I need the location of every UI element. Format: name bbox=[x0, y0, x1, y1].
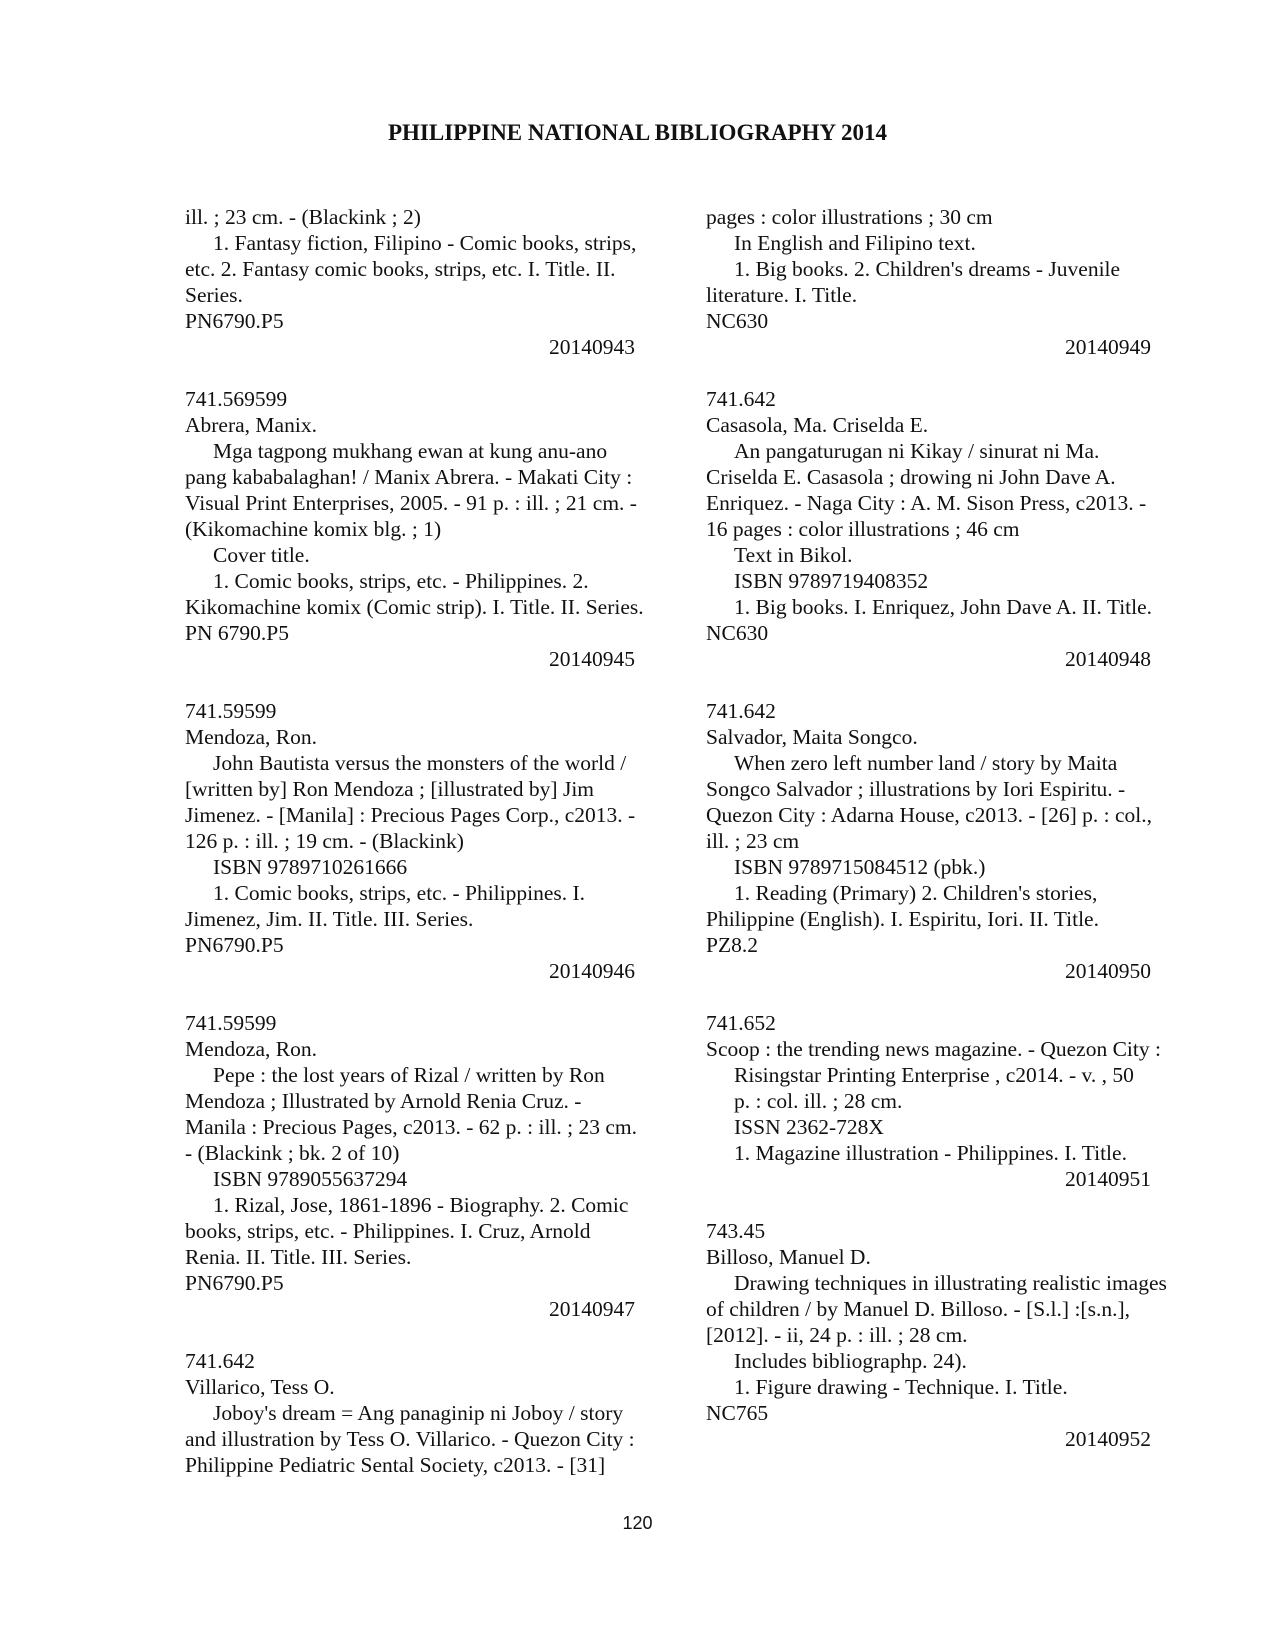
right-column bbox=[706, 204, 1201, 1478]
subjects: 1. Reading (Primary) 2. Children's stories, bbox=[734, 881, 1098, 905]
physical-description: ill. ; 23 cm bbox=[706, 829, 800, 853]
publication: Manila : Precious Pages, c2013. - 62 p. : ill. ; 23 cm. bbox=[185, 1115, 638, 1139]
subjects: 1. Figure drawing - Technique. I. Title. bbox=[734, 1375, 1068, 1399]
control-number: 20140950 bbox=[1065, 959, 1151, 983]
control-number: 20140951 bbox=[1065, 1167, 1151, 1191]
publication: Quezon City : Adarna House, c2013. - [26] p. : col., bbox=[706, 803, 1153, 827]
entry-villarico bbox=[185, 1348, 665, 1478]
call-number: PN6790.P5 bbox=[185, 309, 284, 333]
isbn: ISBN 9789710261666 bbox=[213, 855, 408, 879]
classification-number: 741.642 bbox=[185, 1349, 255, 1373]
title-statement: Drawing techniques in illustrating realistic images bbox=[734, 1271, 1167, 1295]
subjects-cont: Philippine (English). I. Espiritu, Iori. II. Title. bbox=[706, 907, 1099, 931]
call-number: PN6790.P5 bbox=[185, 933, 284, 957]
call-number: NC630 bbox=[706, 621, 769, 645]
title-statement-cont: [written by] Ron Mendoza ; [illustrated by] Jim bbox=[185, 777, 595, 801]
entry-salvador bbox=[706, 698, 1201, 984]
subjects-cont: Renia. II. Title. III. Series. bbox=[185, 1245, 412, 1269]
title-statement: Joboy's dream = Ang panaginip ni Joboy / story bbox=[213, 1401, 624, 1425]
subjects-cont: Jimenez, Jim. II. Title. III. Series. bbox=[185, 907, 474, 931]
title-statement: Mga tagpong mukhang ewan at kung anu-ano bbox=[213, 439, 608, 463]
subjects: 1. Rizal, Jose, 1861-1896 - Biography. 2. Comic bbox=[213, 1193, 629, 1217]
subjects-cont: Series. bbox=[185, 283, 243, 307]
publication: Risingstar Printing Enterprise , c2014. - v. , 50 bbox=[734, 1063, 1134, 1087]
subjects-cont: Kikomachine komix (Comic strip). I. Title. II. Series. bbox=[185, 595, 644, 619]
title-statement: Pepe : the lost years of Rizal / written by Ron bbox=[213, 1063, 605, 1087]
call-number: PZ8.2 bbox=[706, 933, 758, 957]
author: Casasola, Ma. Criselda E. bbox=[706, 413, 929, 437]
subjects: 1. Big books. I. Enriquez, John Dave A. II. Title. bbox=[734, 595, 1153, 619]
control-number: 20140943 bbox=[549, 335, 635, 359]
subjects: 1. Magazine illustration - Philippines. I. Title. bbox=[734, 1141, 1127, 1165]
classification-number: 741.59599 bbox=[185, 699, 277, 723]
title-statement: John Bautista versus the monsters of the world / bbox=[213, 751, 627, 775]
physical-description: ill. ; 23 cm. - (Blackink ; 2) bbox=[185, 205, 421, 229]
entry-continued bbox=[185, 204, 665, 360]
author: Mendoza, Ron. bbox=[185, 1037, 317, 1061]
classification-number: 741.652 bbox=[706, 1011, 776, 1035]
entry-mendoza-2 bbox=[185, 1010, 665, 1322]
entry-casasola bbox=[706, 386, 1201, 672]
classification-number: 741.59599 bbox=[185, 1011, 277, 1035]
author: Salvador, Maita Songco. bbox=[706, 725, 918, 749]
call-number: PN 6790.P5 bbox=[185, 621, 289, 645]
entry-continued bbox=[706, 204, 1201, 360]
page-title: PHILIPPINE NATIONAL BIBLIOGRAPHY 2014 bbox=[387, 120, 888, 145]
entry-mendoza-1 bbox=[185, 698, 665, 984]
isbn: ISBN 9789715084512 (pbk.) bbox=[734, 855, 986, 879]
call-number: NC765 bbox=[706, 1401, 769, 1425]
entry-scoop bbox=[706, 1010, 1201, 1192]
control-number: 20140949 bbox=[1065, 335, 1151, 359]
title-statement: An pangaturugan ni Kikay / sinurat ni Ma. bbox=[734, 439, 1100, 463]
classification-number: 741.642 bbox=[706, 699, 776, 723]
title-statement-cont: Criselda E. Casasola ; drowing ni John Dave A. bbox=[706, 465, 1116, 489]
physical-description: 16 pages : color illustrations ; 46 cm bbox=[706, 517, 1020, 541]
publication: Jimenez. - [Manila] : Precious Pages Corp., c2013. - bbox=[185, 803, 636, 827]
note: Includes bibliographp. 24). bbox=[734, 1349, 967, 1373]
classification-number: 741.569599 bbox=[185, 387, 288, 411]
control-number: 20140948 bbox=[1065, 647, 1151, 671]
note: Cover title. bbox=[213, 543, 310, 567]
author: Billoso, Manuel D. bbox=[706, 1245, 871, 1269]
page-number: 120 bbox=[622, 1513, 653, 1533]
subjects-cont: literature. I. Title. bbox=[706, 283, 858, 307]
author: Villarico, Tess O. bbox=[185, 1375, 335, 1399]
title-statement-cont: pang kababalaghan! / Manix Abrera. - Makati City : bbox=[185, 465, 633, 489]
classification-number: 741.642 bbox=[706, 387, 776, 411]
title-statement-cont: Mendoza ; Illustrated by Arnold Renia Cruz. - bbox=[185, 1089, 582, 1113]
control-number: 20140945 bbox=[549, 647, 635, 671]
publication: Enriquez. - Naga City : A. M. Sison Press, c2013. - bbox=[706, 491, 1147, 515]
call-number: NC630 bbox=[706, 309, 769, 333]
physical-description: pages : color illustrations ; 30 cm bbox=[706, 205, 993, 229]
note: Text in Bikol. bbox=[734, 543, 853, 567]
title-statement-cont: of children / by Manuel D. Billoso. - [S.l.] :[s.n.], bbox=[706, 1297, 1130, 1321]
call-number: PN6790.P5 bbox=[185, 1271, 284, 1295]
subjects-cont: books, strips, etc. - Philippines. I. Cruz, Arnold bbox=[185, 1219, 591, 1243]
subjects: 1. Big books. 2. Children's dreams - Juvenile bbox=[734, 257, 1121, 281]
publication: Visual Print Enterprises, 2005. - 91 p. : ill. ; 21 cm. - bbox=[185, 491, 637, 515]
issn: ISSN 2362-728X bbox=[734, 1115, 884, 1139]
series: (Kikomachine komix blg. ; 1) bbox=[185, 517, 442, 541]
title-statement: Scoop : the trending news magazine. - Quezon City : bbox=[706, 1037, 1161, 1061]
isbn: ISBN 9789719408352 bbox=[734, 569, 929, 593]
classification-number: 743.45 bbox=[706, 1219, 766, 1243]
control-number: 20140946 bbox=[549, 959, 635, 983]
left-column bbox=[185, 204, 665, 1504]
control-number: 20140952 bbox=[1065, 1427, 1151, 1451]
title-statement: When zero left number land / story by Maita bbox=[734, 751, 1118, 775]
publication: Philippine Pediatric Sental Society, c2013. - [31] bbox=[185, 1453, 606, 1477]
note: In English and Filipino text. bbox=[734, 231, 976, 255]
entry-billoso bbox=[706, 1218, 1201, 1452]
entry-abrera bbox=[185, 386, 665, 672]
title-statement-cont: and illustration by Tess O. Villarico. - Quezon City : bbox=[185, 1427, 635, 1451]
subjects-cont: etc. 2. Fantasy comic books, strips, etc. I. Title. II. bbox=[185, 257, 616, 281]
physical-description: [2012]. - ii, 24 p. : ill. ; 28 cm. bbox=[706, 1323, 968, 1347]
physical-description: p. : col. ill. ; 28 cm. bbox=[734, 1089, 903, 1113]
isbn: ISBN 9789055637294 bbox=[213, 1167, 408, 1191]
subjects: 1. Comic books, strips, etc. - Philippines. 2. bbox=[213, 569, 589, 593]
author: Mendoza, Ron. bbox=[185, 725, 317, 749]
control-number: 20140947 bbox=[549, 1297, 635, 1321]
author: Abrera, Manix. bbox=[185, 413, 317, 437]
title-statement-cont: Songco Salvador ; illustrations by Iori Espiritu. - bbox=[706, 777, 1126, 801]
physical-description: 126 p. : ill. ; 19 cm. - (Blackink) bbox=[185, 829, 464, 853]
series: - (Blackink ; bk. 2 of 10) bbox=[185, 1141, 400, 1165]
subjects: 1. Fantasy fiction, Filipino - Comic books, strips, bbox=[213, 231, 637, 255]
subjects: 1. Comic books, strips, etc. - Philippines. I. bbox=[213, 881, 586, 905]
